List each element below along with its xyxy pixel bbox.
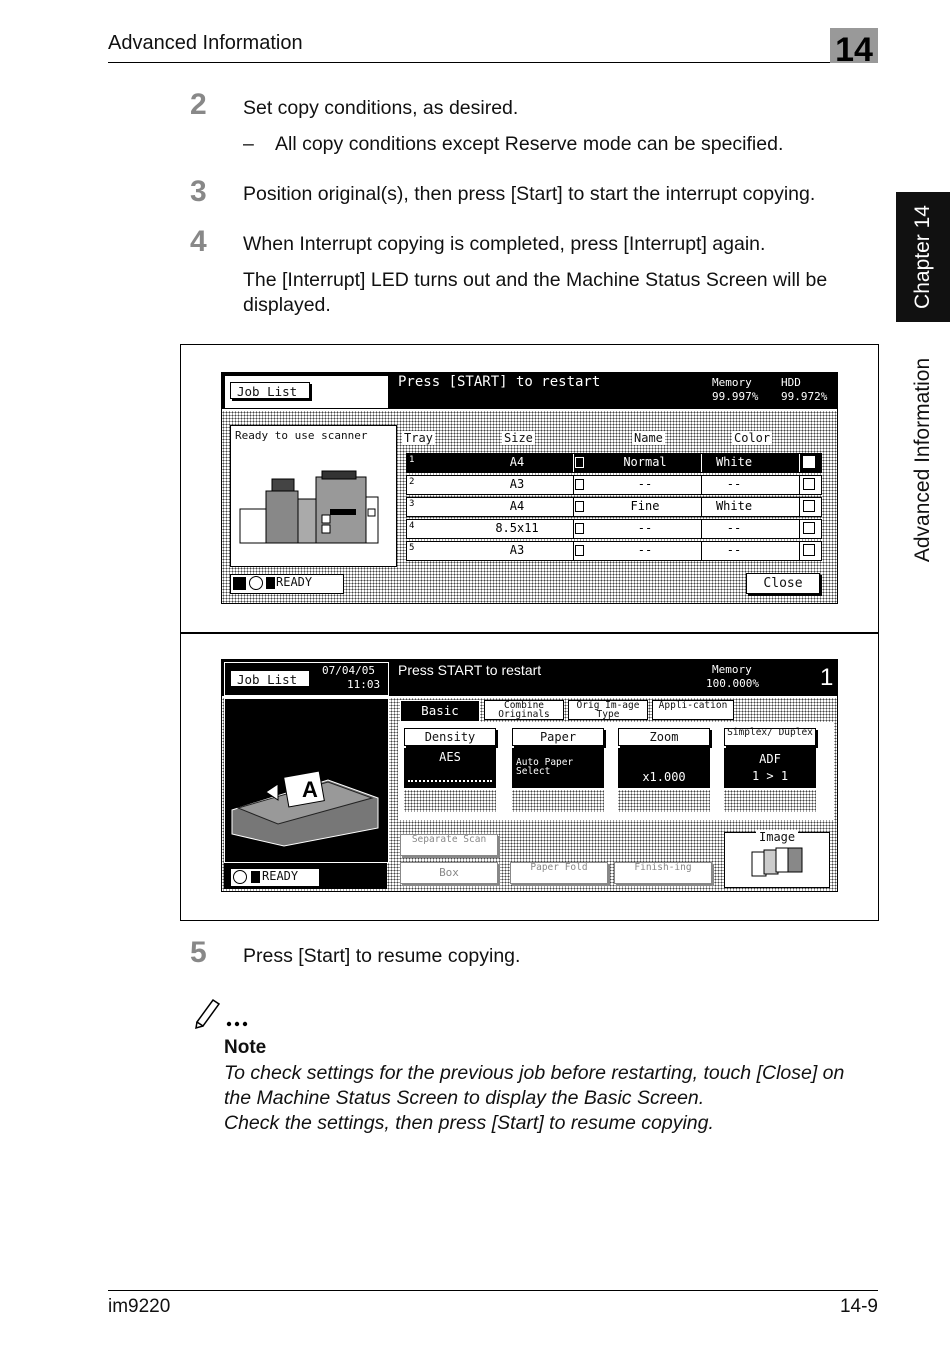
finishing-button[interactable]: Finish-ing: [614, 862, 712, 884]
column-header-tray: Tray: [404, 431, 433, 445]
tray-paper-color: --: [726, 477, 742, 491]
tab-basic[interactable]: Basic: [400, 700, 480, 722]
note-title: Note: [224, 1037, 267, 1058]
tray-number: 2: [409, 477, 415, 487]
machine-status-screen: [221, 372, 838, 604]
status-message: Press START to restart: [398, 662, 542, 678]
density-panel[interactable]: [402, 726, 500, 816]
bullet-dash: –: [243, 133, 254, 155]
tray-paper-name: --: [637, 477, 653, 491]
tray-row[interactable]: [406, 475, 822, 495]
step-subtext: All copy conditions except Reserve mode can be specified.: [275, 133, 784, 155]
tab-application[interactable]: Appli-cation: [652, 700, 734, 720]
basic-screen: [221, 659, 838, 892]
memory-label: Memory: [712, 376, 752, 389]
running-header-title: Advanced Information: [108, 32, 303, 54]
output-image-icon: [750, 846, 810, 882]
step-text: Position original(s), then press [Start] to start the interrupt copying.: [243, 183, 816, 205]
zoom-title: Zoom: [618, 728, 710, 746]
note-line: To check settings for the previous job before restarting, touch [Close] on: [224, 1062, 845, 1084]
column-divider: [701, 498, 702, 516]
density-slider[interactable]: [408, 770, 492, 782]
column-divider: [701, 542, 702, 560]
duplex-source: ADF: [759, 752, 781, 766]
tray-paper-color: White: [715, 455, 753, 469]
box-button[interactable]: Box: [400, 862, 498, 884]
column-divider: [573, 476, 574, 494]
footer-page-number: 14-9: [839, 1296, 878, 1317]
tab-original-image-type[interactable]: Orig Im-age Type: [568, 700, 648, 720]
tray-row[interactable]: [406, 519, 822, 539]
step-number: 3: [190, 175, 207, 208]
hdd-label: HDD: [781, 376, 801, 389]
interrupt-icon: [233, 577, 246, 590]
tray-size: A3: [509, 477, 525, 491]
tray-paper-color: --: [726, 543, 742, 557]
settings-icon: [233, 870, 247, 884]
paper-panel[interactable]: [510, 726, 608, 816]
column-divider: [701, 454, 702, 472]
printer-icon: [266, 577, 275, 589]
column-divider: [573, 542, 574, 560]
tray-number: 5: [409, 543, 415, 553]
tray-row[interactable]: [406, 541, 822, 561]
settings-icon: [249, 576, 263, 590]
tray-icon: [803, 456, 815, 468]
column-divider: [799, 542, 800, 560]
tray-icon: [803, 500, 815, 512]
column-divider: [799, 520, 800, 538]
paper-setting: Auto Paper Select: [516, 757, 574, 777]
step-text: Set copy conditions, as desired.: [243, 97, 519, 119]
simplex-duplex-title: Simplex/ Duplex: [724, 728, 816, 746]
original-letter: A: [302, 777, 318, 802]
tray-size: 8.5x11: [495, 521, 539, 535]
column-divider: [799, 454, 800, 472]
paper-orientation-icon: [575, 457, 584, 468]
note-line: the Machine Status Screen to display the Basic Screen.: [224, 1087, 705, 1109]
tray-paper-color: White: [715, 499, 753, 513]
paper-orientation-icon: [575, 545, 584, 556]
column-divider: [573, 454, 574, 472]
tray-number: 4: [409, 521, 415, 531]
zoom-value: x1.000: [642, 770, 686, 784]
step-number: 4: [190, 225, 207, 258]
header-rule: [108, 62, 878, 63]
duplex-mode: 1 > 1: [751, 769, 789, 783]
column-divider: [799, 476, 800, 494]
printer-icon: [251, 871, 260, 883]
status-message: Press [START] to restart: [398, 374, 601, 390]
paper-orientation-icon: [575, 479, 584, 490]
separate-scan-button[interactable]: Separate Scan: [400, 834, 498, 856]
paper-orientation-icon: [575, 523, 584, 534]
density-title: Density: [404, 728, 496, 746]
memory-label: Memory: [712, 663, 752, 676]
memory-value: 100.000%: [706, 677, 759, 690]
note-pencil-icon: [193, 996, 259, 1030]
paper-fold-button[interactable]: Paper Fold: [510, 862, 608, 884]
tray-paper-name: --: [637, 543, 653, 557]
column-header-size: Size: [504, 431, 533, 445]
tray-number: 3: [409, 499, 415, 509]
job-list-button[interactable]: Job List: [230, 670, 310, 687]
paper-orientation-icon: [575, 501, 584, 512]
time-display: 11:03: [347, 678, 381, 691]
tray-icon: [803, 544, 815, 556]
chapter-number: 14: [835, 31, 873, 69]
hdd-value: 99.972%: [781, 390, 828, 403]
close-button[interactable]: Close: [746, 573, 820, 594]
note-line: Check the settings, then press [Start] to resume copying.: [224, 1112, 714, 1134]
column-divider: [573, 520, 574, 538]
chapter-tab-label: Chapter 14: [911, 205, 934, 309]
memory-value: 99.997%: [712, 390, 759, 403]
step-text: Press [Start] to resume copying.: [243, 945, 521, 967]
step-number: 5: [190, 936, 207, 969]
tray-paper-color: --: [726, 521, 742, 535]
image-panel-title: Image: [756, 830, 798, 844]
step-text: When Interrupt copying is completed, press [Interrupt] again.: [243, 233, 766, 255]
copier-machine-illustration: [238, 469, 388, 549]
tray-row[interactable]: [406, 453, 822, 473]
date-display: 07/04/05: [322, 664, 375, 677]
job-list-button[interactable]: Job List: [230, 382, 310, 399]
tray-row[interactable]: [406, 497, 822, 517]
tray-size: A4: [509, 499, 525, 513]
tray-paper-name: --: [637, 521, 653, 535]
column-header-color: Color: [734, 431, 771, 445]
footer-rule: [108, 1290, 878, 1291]
ready-label: READY: [262, 869, 299, 883]
tray-number: 1: [409, 455, 415, 465]
tray-size: A4: [509, 455, 525, 469]
column-divider: [701, 520, 702, 538]
tray-paper-name: Fine: [630, 499, 660, 513]
tab-combine-originals[interactable]: Combine Originals: [484, 700, 564, 720]
ready-label: READY: [276, 575, 313, 589]
copy-count: 1: [820, 664, 834, 691]
simplex-duplex-panel[interactable]: [722, 726, 822, 816]
tray-icon: [803, 478, 815, 490]
scanner-status-text: Ready to use scanner: [235, 429, 368, 442]
section-tab-label: Advanced Information: [911, 357, 934, 563]
zoom-panel[interactable]: [616, 726, 714, 816]
tray-size: A3: [509, 543, 525, 557]
figure-divider: [180, 632, 879, 634]
density-mode: AES: [439, 750, 461, 764]
footer-model: im9220: [108, 1296, 171, 1317]
tray-icon: [803, 522, 815, 534]
paper-title: Paper: [512, 728, 604, 746]
tray-paper-name: Normal: [623, 455, 667, 469]
step-extra-text: The [Interrupt] LED turns out and the Machine Status Screen will be displayed.: [243, 269, 828, 316]
column-divider: [573, 498, 574, 516]
step-number: 2: [190, 88, 207, 121]
column-divider: [701, 476, 702, 494]
column-header-name: Name: [634, 431, 663, 445]
column-divider: [799, 498, 800, 516]
